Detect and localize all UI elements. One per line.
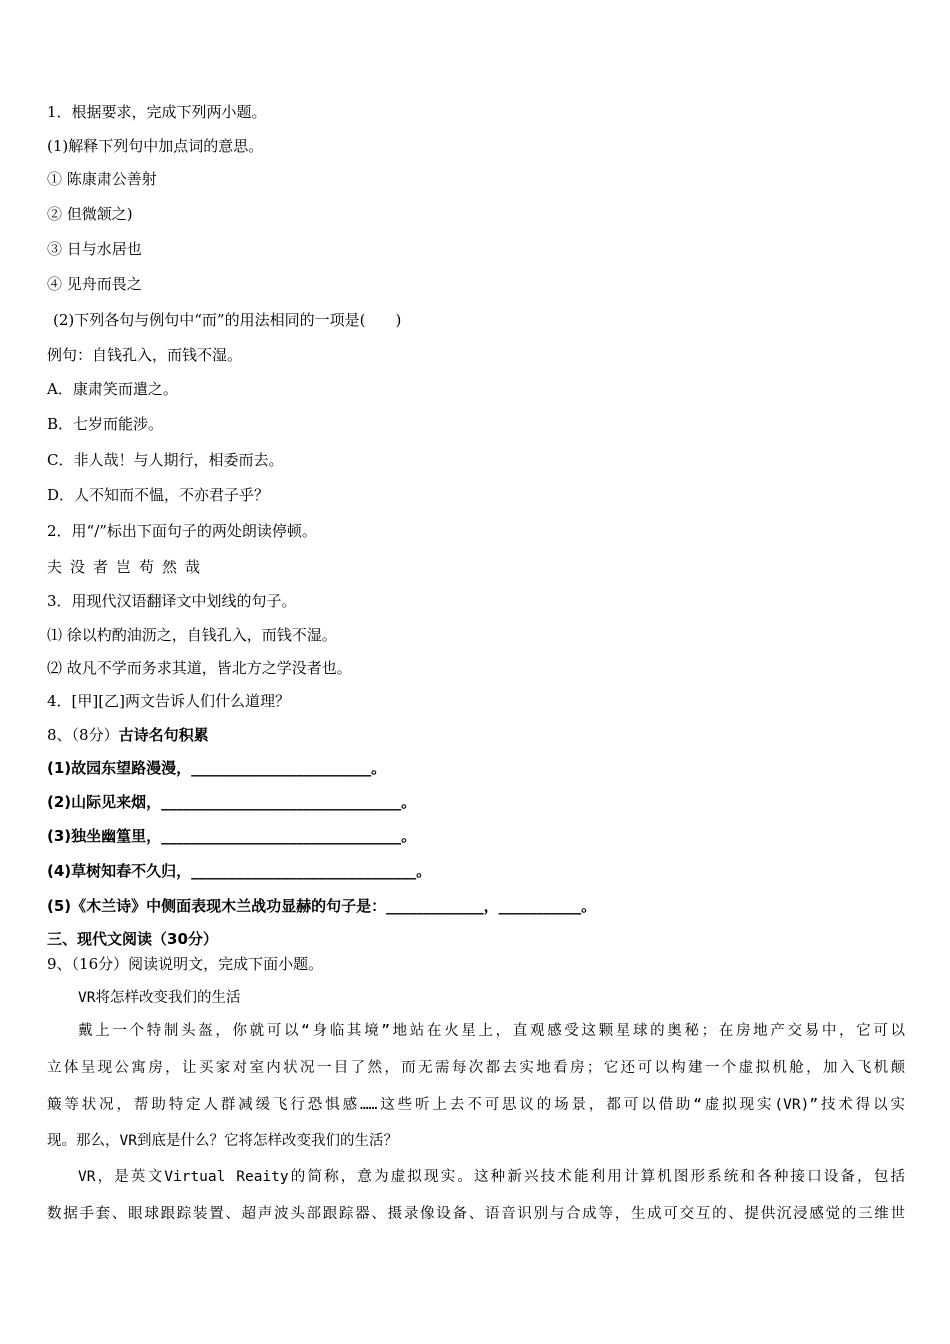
q1-item: ② 但微颔之) — [47, 205, 133, 223]
q8-heading — [47, 725, 209, 745]
q1-item: ③ 日与水居也 — [47, 240, 142, 258]
article-line: VR，是英文Virtual Reaity的简称，意为虚拟现实。这种新兴技术能利用计算机图形系统和各种接口设备，包括 — [78, 1169, 905, 1185]
q1-example: 例句：自钱孔入，而钱不湿。 — [47, 346, 243, 364]
q1-option-b: B．七岁而能涉。 — [47, 415, 164, 433]
q2-sentence: 夫没者岂苟然哉 — [47, 558, 209, 576]
q8-item: (5)《木兰诗》中侧面表现木兰战功显赫的句子是：_____________，___________。 — [47, 897, 597, 915]
q8-item: (4)草树知春不久归，______________________________。 — [47, 862, 432, 880]
article-line: 立体呈现公寓房，让买家对室内状况一目了然，而无需每次都去实地看房；它还可以构建一个虚拟机舱，加入飞机颠 — [47, 1060, 905, 1076]
q1-option-d: D．人不知而不愠，不亦君子乎？ — [47, 486, 270, 504]
q3-title: 3．用现代汉语翻译文中划线的句子。 — [47, 592, 297, 610]
q8-title: 古诗名句积累 — [118, 726, 209, 744]
q1-title: 1．根据要求，完成下列两小题。 — [47, 103, 267, 121]
q4-title: 4．[甲][乙]两文告诉人们什么道理？ — [47, 692, 290, 710]
q3-item: ⑴ 徐以杓酌油沥之，自钱孔入，而钱不湿。 — [47, 626, 337, 644]
q1-item: ④ 见舟而畏之 — [47, 275, 142, 293]
q3-item: ⑵ 故凡不学而务求其道，皆北方之学没者也。 — [47, 659, 352, 677]
q1-item: ① 陈康肃公善射 — [47, 170, 157, 188]
article-line: 戴上一个特制头盔，你就可以“身临其境”地站在火星上，直观感受这颗星球的奥秘；在房地产交易中，它可以 — [78, 1023, 905, 1039]
q1-sub2: (2)下列各句与例句中“而”的用法相同的一项是( ) — [53, 311, 402, 329]
article-line: 簸等状况，帮助特定人群减缓飞行恐惧感……这些听上去不可思议的场景，都可以借助“虚拟现实(VR)”技术得以实 — [47, 1097, 905, 1113]
q2-title: 2．用“/”标出下面句子的两处朗读停顿。 — [47, 522, 317, 540]
q9-title: 9、（16分）阅读说明文，完成下面小题。 — [47, 955, 324, 973]
article-title: VR将怎样改变我们的生活 — [78, 990, 241, 1006]
q8-item: (2)山际见来烟，________________________________。 — [47, 793, 417, 811]
q1-sub1: (1)解释下列句中加点词的意思。 — [47, 137, 264, 155]
q8-item: (1)故园东望路漫漫，________________________。 — [47, 759, 387, 777]
section-3-heading: 三、现代文阅读（30分） — [47, 930, 218, 948]
q8-prefix: 8、（8分） — [47, 726, 119, 744]
q1-option-a: A．康肃笑而遣之。 — [47, 380, 178, 398]
article-line: 现。那么，VR到底是什么？它将怎样改变我们的生活？ — [47, 1133, 398, 1149]
article-line: 数据手套、眼球跟踪装置、超声波头部跟踪器、摄录像设备、语音识别与合成等，生成可交互的、提供沉浸感觉的三维世 — [47, 1206, 905, 1222]
q1-option-c: C．非人哉！与人期行，相委而去。 — [47, 451, 284, 469]
q8-item: (3)独坐幽篁里，________________________________。 — [47, 827, 417, 845]
